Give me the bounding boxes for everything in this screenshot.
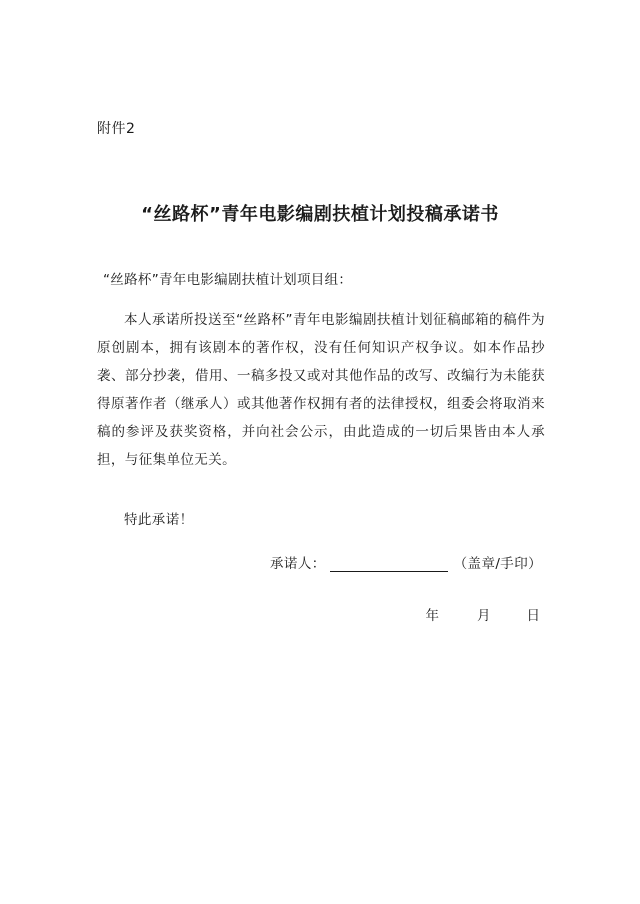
commitment-body: 本人承诺所投送至“丝路杯”青年电影编剧扶植计划征稿邮箱的稿件为原创剧本，拥有该剧本的著作权，没有任何知识产权争议。如本作品抄袭、部分抄袭，借用、一稿多投又或对其他作品的改写、改编行为未能获得原著作者（继承人）或其他著作权拥有者的法律授权，组委会将取消来稿的参评及获奖资格，并向社会公示，由此造成的一切后果皆由本人承担，与征集单位无关。 bbox=[97, 312, 545, 468]
date-year: 年 bbox=[425, 608, 439, 624]
date-month: 月 bbox=[477, 608, 491, 624]
document-title: “丝路杯”青年电影编剧扶植计划投稿承诺书 bbox=[141, 204, 499, 225]
date-day: 日 bbox=[526, 608, 540, 624]
signature-line bbox=[270, 552, 542, 572]
signature-blank bbox=[330, 555, 448, 572]
signature-label: 承诺人： bbox=[270, 556, 326, 572]
signature-note: （盖章/手印） bbox=[453, 556, 542, 572]
date-line bbox=[426, 604, 541, 624]
closing-statement: 特此承诺！ bbox=[124, 512, 194, 528]
addressee-line: “丝路杯”青年电影编剧扶植计划项目组： bbox=[103, 272, 353, 288]
attachment-label: 附件2 bbox=[97, 121, 136, 137]
